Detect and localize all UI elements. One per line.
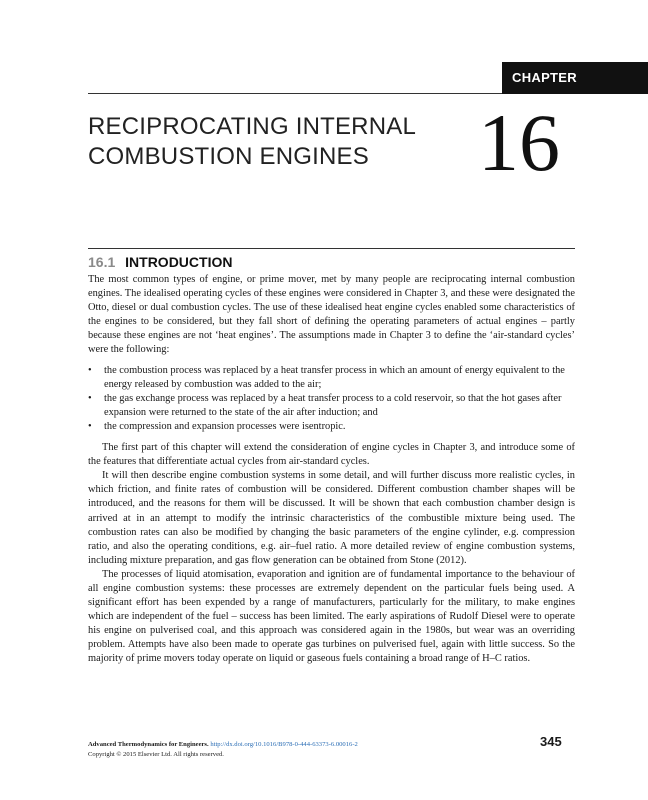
body-text — [88, 273, 575, 667]
list-item — [88, 420, 575, 434]
paragraph-4: The processes of liquid atomisation, evaporation and ignition are of fundamental importance to the behaviour of all engine combustion systems: these processes are extremely dependent on the particular fuels being used. A significant effort has been expended by a range of manufacturers, particularly for the military, to make engines which are independent of the fuel – success has been limited. The early aspirations of Rudolf Diesel were to operate his engine on pulverised coal, and this approach was considered again in the 1980s, but wear was an overriding problem. Attempts have also been made to operate gas turbines on pulverised fuel, again with little success. So the majority of prime movers today operate on liquid or gaseous fuels containing a broad range of H–C ratios. — [88, 568, 575, 665]
section-heading — [88, 254, 232, 270]
list-item-text: the compression and expansion processes were isentropic. — [104, 420, 346, 432]
bullet-icon: • — [88, 420, 92, 432]
bullet-icon: • — [88, 364, 92, 376]
footer-doi-link[interactable]: http://dx.doi.org/10.1016/B978-0-444-63373-6.00016-2 — [210, 741, 358, 748]
paragraph-1: The most common types of engine, or prime mover, met by many people are reciprocating internal combustion engines. The idealised operating cycles of these engines were considered in Chapter 3, and these were designated the Otto, diesel or dual combustion cycles. The use of these idealised heat engine cycles enabled some characteristics of the engines to be considered, but they fall short of defining the operating parameters of actual engines – partly because these engines are not ‘heat engines’. The assumptions made in Chapter 3 to define the ‘air-standard cycles’ were the following: — [88, 274, 575, 356]
page-number: 345 — [540, 734, 562, 749]
section-number: 16.1 — [88, 254, 116, 270]
chapter-number: 16 — [478, 97, 560, 188]
list-item-text: the combustion process was replaced by a heat transfer process in which an amount of energy equivalent to the energy released by combustion was added to the air; — [104, 364, 565, 390]
top-rule — [88, 93, 502, 94]
footer — [88, 740, 508, 760]
chapter-tab: CHAPTER — [502, 62, 648, 94]
assumption-list — [88, 364, 575, 434]
list-item-text: the gas exchange process was replaced by a heat transfer process to a cold reservoir, so that the hot gases after expansion were returned to the state of the air after induction; and — [104, 392, 562, 418]
section-rule — [88, 248, 575, 249]
paragraph-3: It will then describe engine combustion systems in some detail, and will further discuss more realistic cycles, in which friction, and finite rates of combustion will be considered. Different combustion chamber shapes will be introduced, and the reasons for them will be discussed. It will be shown that each combustion chamber design is arrived at in an attempt to modify the intrinsic characteristics of the combustible mixture being used. The combustion rates can also be modified by changing the basic parameters of the engine cylinder, e.g. compression ratio, and also the operating conditions, e.g. air–fuel ratio. A more detailed review of engine combustion systems, including mixture preparation, and gas flow generation can be obtained from Stone (2012). — [88, 470, 575, 566]
bullet-icon: • — [88, 392, 92, 404]
list-item — [88, 392, 575, 420]
list-item — [88, 364, 575, 392]
footer-book-title: Advanced Thermodynamics for Engineers. — [88, 741, 209, 748]
footer-citation — [88, 740, 508, 750]
paragraph-2: The first part of this chapter will extend the consideration of engine cycles in Chapter 3, and introduce some of the features that differentiate actual cycles from air-standard cycles. — [88, 442, 575, 468]
footer-copyright: Copyright © 2015 Elsevier Ltd. All rights reserved. — [88, 751, 224, 758]
chapter-title: RECIPROCATING INTERNAL COMBUSTION ENGINES — [88, 113, 416, 170]
section-title: INTRODUCTION — [125, 254, 233, 270]
